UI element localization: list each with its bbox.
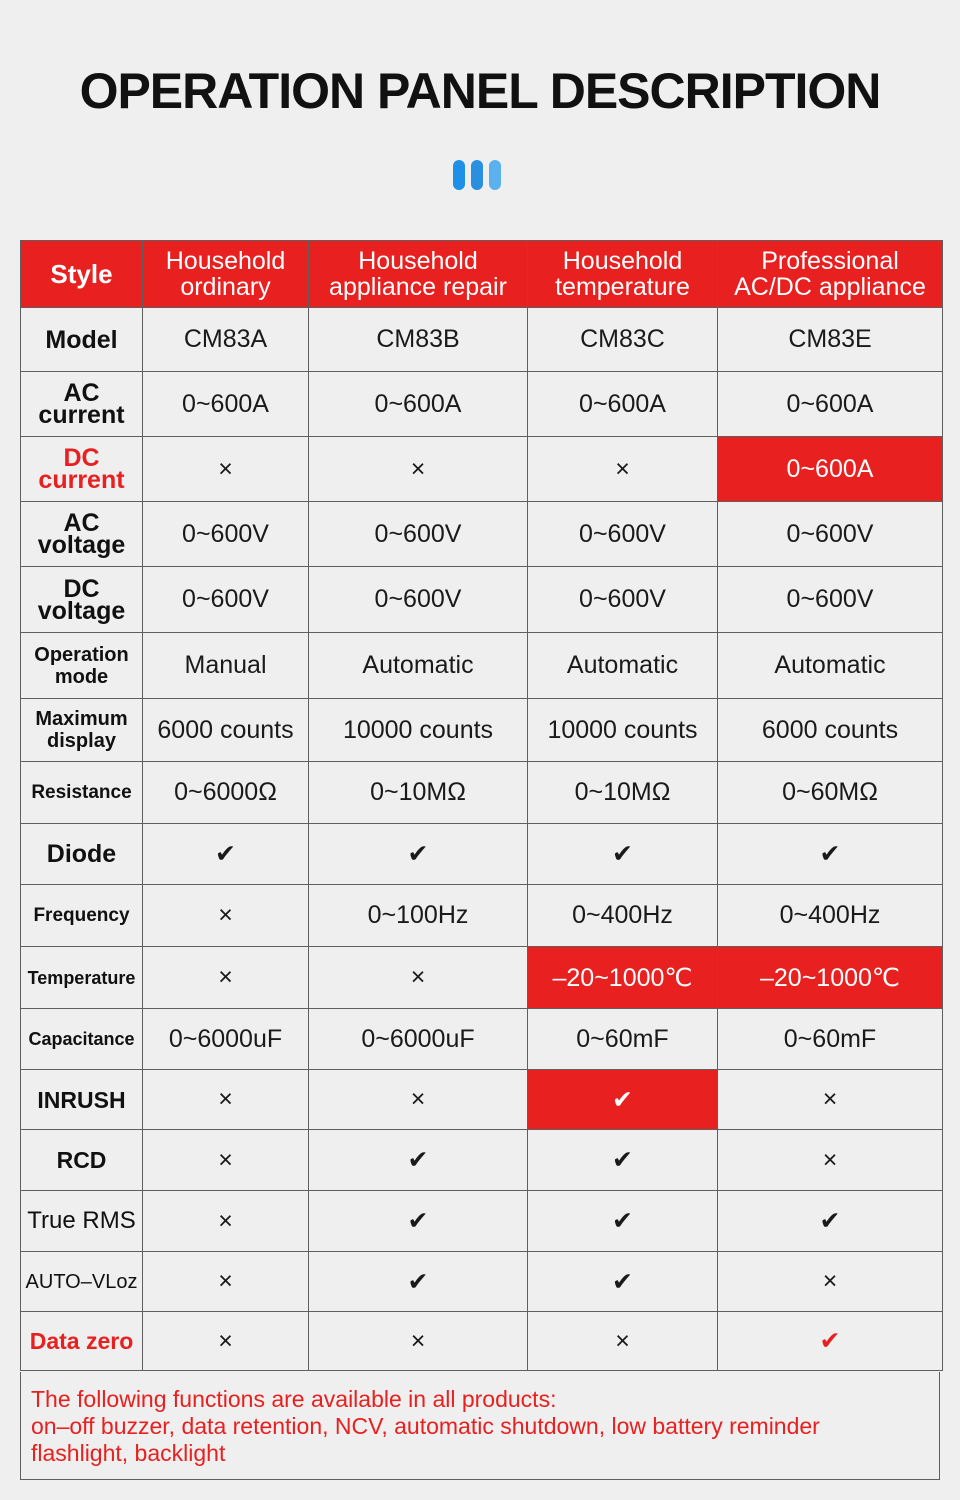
table-cell: 6000 counts [143,699,309,762]
row-label: Data zero [21,1312,143,1371]
footer-note [20,1372,940,1480]
table-cell: 0~6000Ω [143,762,309,824]
row-label: DC current [21,437,143,502]
check-icon: ✔ [528,1130,718,1191]
check-icon: ✔ [309,1130,528,1191]
row-label: INRUSH [21,1070,143,1130]
table-cell: 0~60MΩ [718,762,943,824]
table-row-true-rms [21,1191,943,1252]
column-header-household-ordinary: Household ordinary [143,241,309,308]
footer-line: flashlight, backlight [31,1440,226,1466]
row-label: Maximum display [21,699,143,762]
table-row-resistance [21,762,943,824]
table-cell: CM83B [309,308,528,372]
row-label: Model [21,308,143,372]
cross-icon: × [309,947,528,1009]
page-title: OPERATION PANEL DESCRIPTION [79,63,881,119]
cross-icon: × [309,1312,528,1371]
table-cell: 0~6000uF [309,1009,528,1070]
table-cell: Manual [143,633,309,699]
row-label: RCD [21,1130,143,1191]
table-cell: Automatic [528,633,718,699]
column-header-household-appliance-repair: Household appliance repair [309,241,528,308]
table-cell: 0~400Hz [718,885,943,947]
row-label: Capacitance [21,1009,143,1070]
decorative-bars-icon [453,160,509,190]
column-header-professional-acdc: Professional AC/DC appliance [718,241,943,308]
check-icon: ✔ [143,824,309,885]
check-icon: ✔ [528,824,718,885]
cross-icon: × [718,1130,943,1191]
table-cell: 0~600V [143,567,309,633]
table-row-rcd [21,1130,943,1191]
table-row-inrush [21,1070,943,1130]
table-cell-highlight: 0~600A [718,437,943,502]
table-cell: 0~400Hz [528,885,718,947]
table-cell: 0~600A [718,372,943,437]
table-row-data-zero [21,1312,943,1371]
check-icon: ✔ [309,824,528,885]
table-row-ac-voltage [21,502,943,567]
table-cell: 0~600A [143,372,309,437]
table-cell: 0~60mF [718,1009,943,1070]
cross-icon: × [143,1070,309,1130]
row-label: AUTO–VLoz [21,1252,143,1312]
row-label: Resistance [21,762,143,824]
table-row-dc-voltage [21,567,943,633]
cross-icon: × [528,437,718,502]
table-row-temperature [21,947,943,1009]
table-cell: 10000 counts [528,699,718,762]
table-row-capacitance [21,1009,943,1070]
table-cell: 0~10MΩ [309,762,528,824]
table-cell: 0~600A [309,372,528,437]
table-cell: 0~600V [309,502,528,567]
table-row-ac-current [21,372,943,437]
table-header-row [21,241,943,308]
row-label: Temperature [21,947,143,1009]
table-row-diode [21,824,943,885]
cross-icon: × [143,1252,309,1312]
table-row-model [21,308,943,372]
table-row-auto-vloz [21,1252,943,1312]
table-cell: 0~600V [718,567,943,633]
check-icon: ✔ [718,1312,943,1371]
table-cell: 0~6000uF [143,1009,309,1070]
check-icon: ✔ [309,1252,528,1312]
row-label: DC voltage [21,567,143,633]
table-cell: 0~100Hz [309,885,528,947]
table-cell: CM83E [718,308,943,372]
style-header: Style [21,241,143,308]
row-label: AC voltage [21,502,143,567]
table-cell: CM83C [528,308,718,372]
table-cell: 0~60mF [528,1009,718,1070]
table-cell-highlight: –20~1000℃ [718,947,943,1009]
table-cell: 0~10MΩ [528,762,718,824]
table-row-operation-mode [21,633,943,699]
table-cell: Automatic [718,633,943,699]
cross-icon: × [528,1312,718,1371]
table-cell: 6000 counts [718,699,943,762]
row-label: True RMS [21,1191,143,1252]
footer-line: The following functions are available in all products: [31,1386,557,1412]
bar-icon [489,160,501,190]
check-icon: ✔ [528,1070,718,1130]
table-row-maximum-display [21,699,943,762]
row-label: Frequency [21,885,143,947]
cross-icon: × [718,1070,943,1130]
table-cell: 0~600V [528,567,718,633]
table-row-dc-current [21,437,943,502]
check-icon: ✔ [528,1191,718,1252]
table-cell-highlight: –20~1000℃ [528,947,718,1009]
cross-icon: × [718,1252,943,1312]
table-cell: 0~600V [309,567,528,633]
check-icon: ✔ [309,1191,528,1252]
row-label: Diode [21,824,143,885]
check-icon: ✔ [718,824,943,885]
cross-icon: × [143,1191,309,1252]
table-cell: 0~600V [718,502,943,567]
spec-table [20,240,943,1371]
table-cell: 0~600V [528,502,718,567]
cross-icon: × [143,1312,309,1371]
check-icon: ✔ [528,1252,718,1312]
cross-icon: × [143,437,309,502]
cross-icon: × [143,885,309,947]
table-cell: 0~600V [143,502,309,567]
footer-line: on–off buzzer, data retention, NCV, automatic shutdown, low battery reminder [31,1413,820,1439]
table-cell: CM83A [143,308,309,372]
cross-icon: × [309,437,528,502]
table-row-frequency [21,885,943,947]
row-label: AC current [21,372,143,437]
cross-icon: × [143,1130,309,1191]
row-label: Operation mode [21,633,143,699]
cross-icon: × [309,1070,528,1130]
table-cell: 0~600A [528,372,718,437]
table-cell: 10000 counts [309,699,528,762]
bar-icon [471,160,483,190]
cross-icon: × [143,947,309,1009]
table-cell: Automatic [309,633,528,699]
check-icon: ✔ [718,1191,943,1252]
column-header-household-temperature: Household temperature [528,241,718,308]
bar-icon [453,160,465,190]
